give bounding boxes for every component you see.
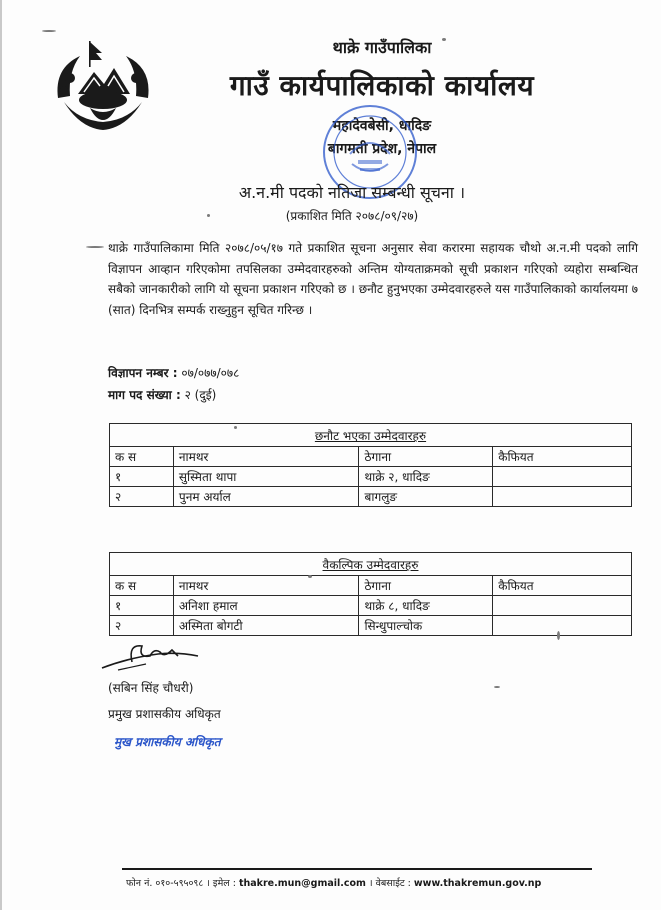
nepal-emblem-icon xyxy=(50,38,156,136)
signatory-title: प्रमुख प्रशासकीय अधिकृत xyxy=(108,707,221,721)
scan-speck xyxy=(308,575,312,578)
published-date: (प्रकाशित मिति २०७८/०९/२७) xyxy=(285,209,419,223)
signatory-name: (सबिन सिंह चौधरी) xyxy=(108,681,194,695)
scan-speck xyxy=(442,38,446,41)
ad-number-label: विज्ञापन नम्बर : xyxy=(108,366,178,380)
office-name: गाउँ कार्यपालिकाको कार्यालय xyxy=(229,69,535,102)
signatory-stamp: मुख प्रशासकीय अधिकृत xyxy=(114,735,221,749)
table-cell: थाक्रे ८, धादिङ xyxy=(359,596,493,616)
table-cell: १ xyxy=(110,596,174,616)
table-row xyxy=(110,467,632,487)
alternate-candidates-table xyxy=(109,552,632,636)
table-row xyxy=(110,616,632,636)
handwritten-signature-icon xyxy=(98,636,208,674)
table-cell: १ xyxy=(110,467,174,487)
footer-phone: फोन नं. ०१०-५९५०९८ । इमेल : xyxy=(126,878,236,889)
column-header: कैफियत xyxy=(493,576,632,596)
table-cell xyxy=(493,596,632,616)
footer-contact xyxy=(126,876,596,889)
scan-speck xyxy=(86,246,104,248)
table-cell: बागलुङ xyxy=(359,487,493,507)
table-header-row xyxy=(110,447,632,467)
scan-speck xyxy=(207,214,210,217)
table-cell xyxy=(493,616,632,636)
scan-speck xyxy=(42,30,56,32)
notice-title: अ.न.मी पदको नतिजा सम्बन्धी सूचना । xyxy=(238,183,466,202)
selected-candidates-table xyxy=(109,423,632,507)
notice-body: थाक्रे गाउँपालिकामा मिति २०७८/०५/१७ गते प्रकाशित सूचना अनुसार सेवा करारमा सहायक चौथो अ.न.मी पदको लागि विज्ञापन आव्हान गरिएकोमा तपसिलका उम्मेदवारहरुको अन्तिम योग्यताक्रमको सूची प्रकाशन गरिएको व्यहोरा सम्बन्धित सबैको जानकारीको लागि यो सूचना प्रकाशन गरिएको छ । छनौट हुनुभएका उम्मेदवारहरुले यस गाउँपालिकाको कार्यालयमा ७ (सात) दिनभित्र सम्पर्क राख्नुहुन सूचित गरिन्छ । xyxy=(108,241,638,317)
ad-number-row xyxy=(108,364,239,381)
column-header: क स xyxy=(110,576,174,596)
posts-row xyxy=(108,386,216,403)
table-row xyxy=(110,487,632,507)
scan-speck xyxy=(557,631,560,640)
table-cell: पुनम अर्याल xyxy=(173,487,359,507)
table-cell: २ xyxy=(110,616,174,636)
table-row xyxy=(110,596,632,616)
column-header: नामथर xyxy=(173,576,359,596)
table-cell: २ xyxy=(110,487,174,507)
selected-table-caption: छनौट भएका उम्मेदवारहरु xyxy=(109,423,632,446)
footer-website-link[interactable]: www.thakremun.gov.np xyxy=(413,878,542,889)
address-line-2: बागमती प्रदेश, नेपाल xyxy=(327,141,437,157)
scan-speck xyxy=(494,686,500,688)
posts-value: २ (दुई) xyxy=(184,388,217,402)
footer-email-link[interactable]: thakre.mun@gmail.com xyxy=(238,878,366,889)
address-line-1: महादेवबेसी, धादिङ xyxy=(332,118,432,134)
alternate-table-caption: वैकल्पिक उम्मेदवारहरु xyxy=(109,552,632,575)
table-cell xyxy=(493,487,632,507)
table-cell: अनिशा हमाल xyxy=(173,596,359,616)
table-cell: अस्मिता बोगटी xyxy=(173,616,359,636)
column-header: कैफियत xyxy=(493,447,632,467)
column-header: ठेगाना xyxy=(359,576,493,596)
table-cell: सुस्मिता थापा xyxy=(173,467,359,487)
table-cell xyxy=(493,467,632,487)
table-header-row xyxy=(110,576,632,596)
column-header: ठेगाना xyxy=(359,447,493,467)
municipality-name: थाक्रे गाउँपालिका xyxy=(332,38,432,57)
column-header: क स xyxy=(110,447,174,467)
table-cell: सिन्धुपाल्चोक xyxy=(359,616,493,636)
footer-website-label: । वेबसाईट : xyxy=(368,878,411,889)
table-cell: थाक्रे २, धादिङ xyxy=(359,467,493,487)
footer-divider xyxy=(122,868,592,870)
column-header: नामथर xyxy=(173,447,359,467)
posts-label: माग पद संख्या : xyxy=(108,388,181,402)
ad-number-value: ०७/०७७/०७८ xyxy=(181,366,240,380)
scan-speck xyxy=(234,426,237,429)
